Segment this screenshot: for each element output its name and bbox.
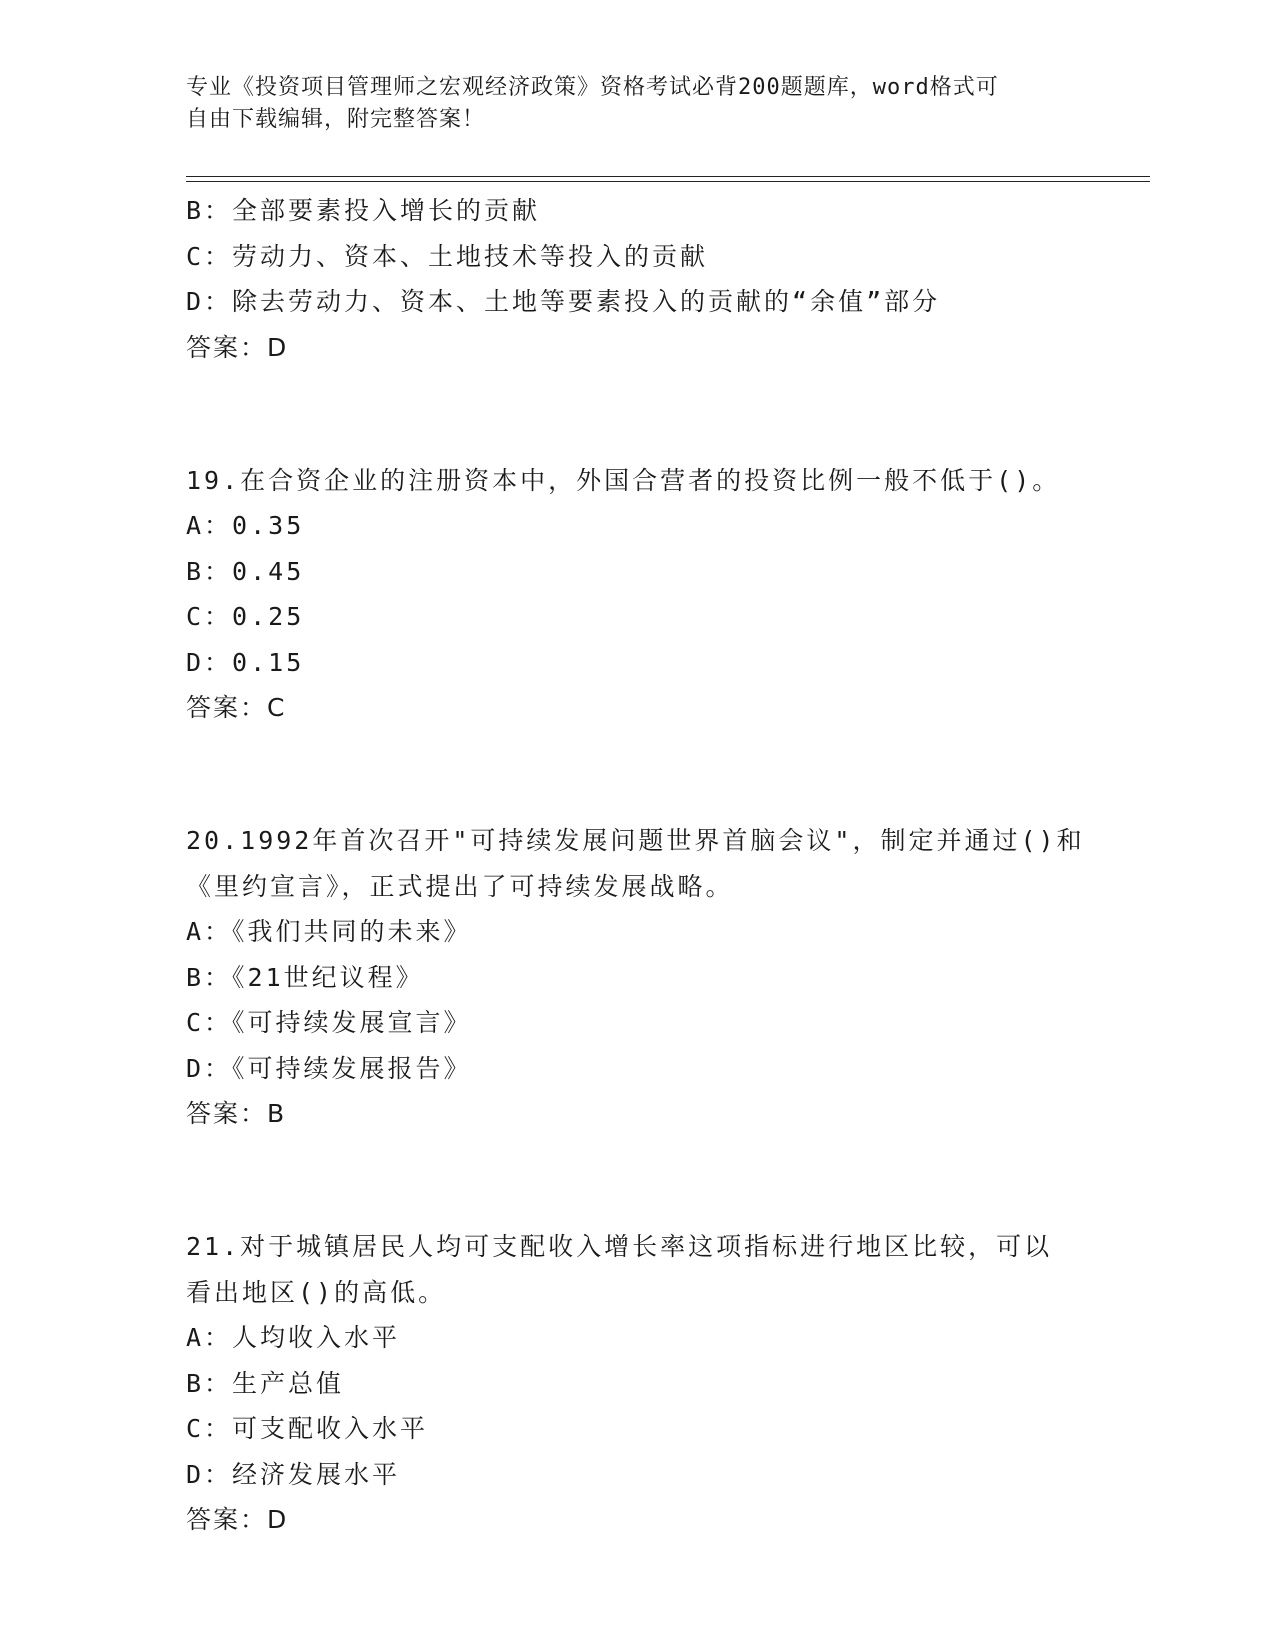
q18-option-b: B：全部要素投入增长的贡献 xyxy=(186,196,541,225)
q20-answer: 答案：B xyxy=(186,1099,287,1128)
q19-option-b: B：0.45 xyxy=(186,556,305,586)
q20-question-line-1: 20.1992年首次召开"可持续发展问题世界首脑会议"，制定并通过()和 xyxy=(186,826,1085,855)
question-21 xyxy=(186,1224,1086,1543)
q18-answer: 答案：D xyxy=(186,332,289,362)
q21-option-d: D：经济发展水平 xyxy=(186,1459,401,1489)
q19-answer: 答案：C xyxy=(186,693,287,722)
q18-option-d: D：除去劳动力、资本、土地等要素投入的贡献的“余值”部分 xyxy=(186,287,941,316)
q21-question-line-1: 21.对于城镇居民人均可支配收入增长率这项指标进行地区比较，可以 xyxy=(186,1232,1053,1261)
q21-option-a: A：人均收入水平 xyxy=(186,1323,401,1352)
question-list xyxy=(186,188,1086,1543)
question-18-continued xyxy=(186,188,1086,370)
spacer xyxy=(186,1182,1086,1224)
spacer xyxy=(186,1137,1086,1183)
q21-answer: 答案：D xyxy=(186,1505,289,1534)
q20-option-d: D：《可持续发展报告》 xyxy=(186,1053,472,1083)
header-line-2: 自由下载编辑，附完整答案！ xyxy=(186,107,486,132)
q19-option-c: C：0.25 xyxy=(186,602,305,631)
q19-option-d: D：0.15 xyxy=(186,647,305,677)
spacer xyxy=(186,370,1086,416)
header-rule-bottom xyxy=(186,181,1150,182)
q19-question: 19.在合资企业的注册资本中，外国合营者的投资比例一般不低于()。 xyxy=(186,465,1061,495)
question-20 xyxy=(186,818,1086,1137)
q20-option-b: B：《21世纪议程》 xyxy=(186,962,424,992)
spacer xyxy=(186,416,1086,458)
header-line-1: 专业《投资项目管理师之宏观经济政策》资格考试必背200题题库，word格式可 xyxy=(186,75,999,100)
document-header xyxy=(186,72,1066,136)
q19-option-a: A：0.35 xyxy=(186,511,305,540)
q21-option-b: B：生产总值 xyxy=(186,1368,345,1398)
spacer xyxy=(186,731,1086,777)
q20-option-a: A：《我们共同的未来》 xyxy=(186,917,472,946)
q20-question-line-2: 《里约宣言》，正式提出了可持续发展战略。 xyxy=(186,871,734,901)
question-19 xyxy=(186,458,1086,731)
q20-option-c: C：《可持续发展宣言》 xyxy=(186,1008,472,1037)
header-rule-top xyxy=(186,176,1150,177)
spacer xyxy=(186,776,1086,818)
q21-option-c: C：可支配收入水平 xyxy=(186,1414,429,1443)
q21-question-line-2: 看出地区()的高低。 xyxy=(186,1277,447,1307)
q18-option-c: C：劳动力、资本、土地技术等投入的贡献 xyxy=(186,241,709,271)
